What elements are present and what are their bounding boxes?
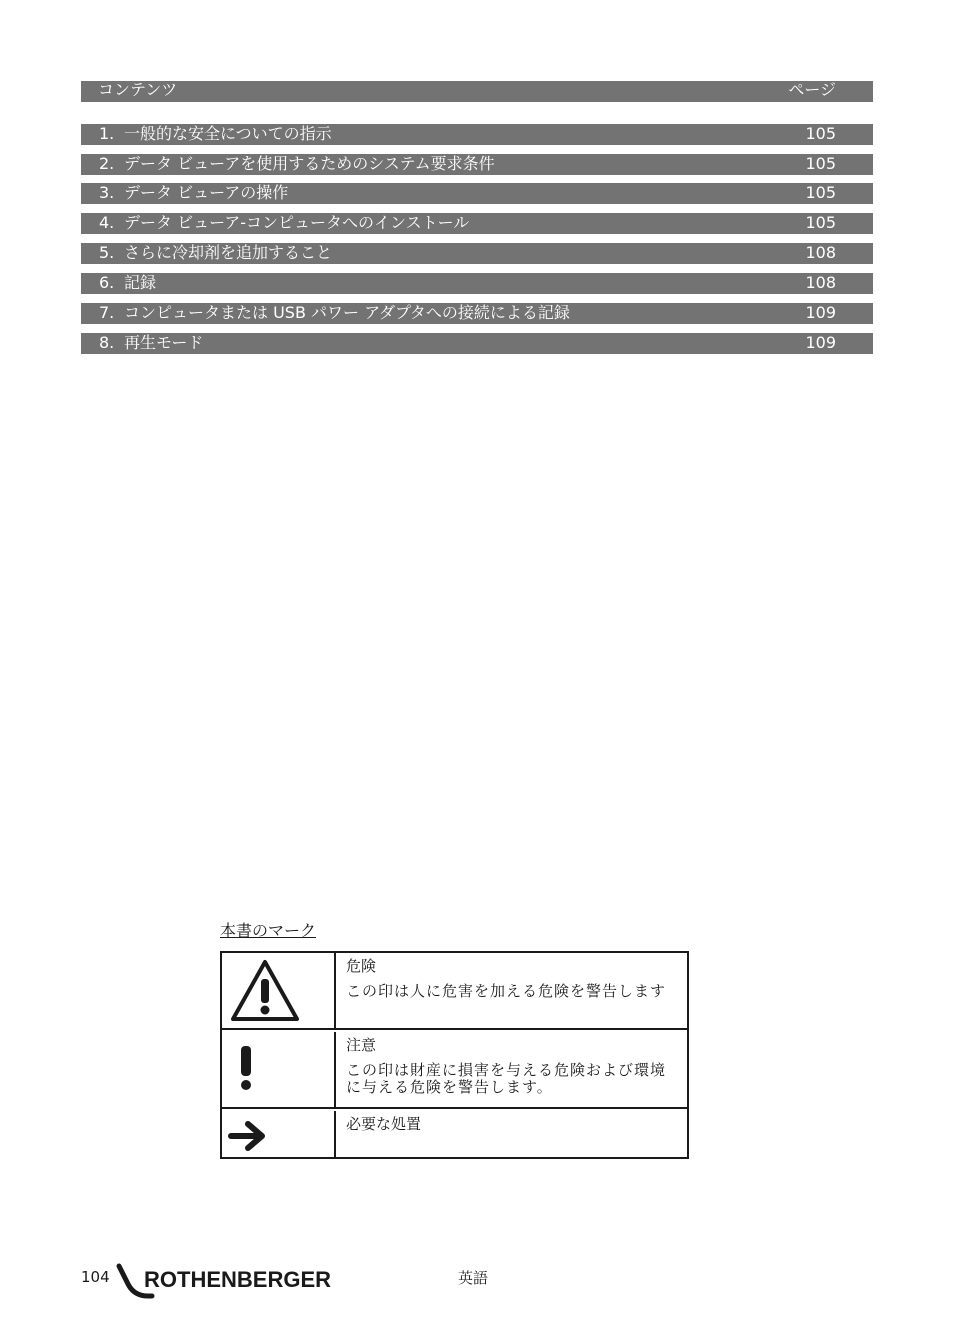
toc-header-title: コンテンツ (98, 80, 178, 99)
page-number: 104 (81, 1268, 110, 1286)
toc-item-page: 105 (805, 154, 836, 173)
toc-item-title: 再生モード (124, 333, 204, 352)
toc-item-title: データ ビューア-コンピュータへのインストール (124, 213, 470, 232)
toc-item-page: 109 (805, 333, 836, 352)
marks-label: 注意 (346, 1036, 377, 1054)
toc-item[interactable] (81, 243, 873, 264)
toc-item[interactable] (81, 124, 873, 145)
marks-description: この印は人に危害を加える危険を警告します (346, 982, 667, 1000)
toc-item[interactable] (81, 333, 873, 354)
footer-language: 英語 (458, 1269, 489, 1287)
marks-description: この印は財産に損害を与える危険および環境に与える危険を警告します。 (346, 1061, 667, 1096)
toc-item[interactable] (81, 183, 873, 204)
toc-header (81, 81, 873, 102)
toc-item-title: コンピュータまたは USB パワー アダプタへの接続による記録 (124, 303, 570, 322)
toc-item-number: 8. (99, 333, 115, 352)
toc-header-page: ページ (788, 80, 836, 99)
toc-item-page: 105 (805, 183, 836, 202)
toc-item-title: データ ビューアの操作 (124, 183, 289, 202)
marks-title: 本書のマーク (220, 921, 317, 940)
toc-item-number: 2. (99, 154, 115, 173)
arrow-right-icon (228, 1120, 268, 1152)
brand-name: ROTHENBERGER (144, 1267, 332, 1292)
toc-item[interactable] (81, 303, 873, 324)
marks-label: 必要な処置 (346, 1115, 422, 1133)
toc-item-title: 記録 (124, 273, 157, 292)
marks-row-danger (222, 953, 687, 1030)
toc-item-title: データ ビューアを使用するためのシステム要求条件 (124, 154, 495, 173)
warning-triangle-icon (230, 959, 300, 1023)
toc-item-page: 105 (805, 213, 836, 232)
marks-row-action (222, 1111, 687, 1157)
marks-icon-cell (222, 1032, 336, 1107)
rothenberger-logo (114, 1262, 354, 1300)
marks-label: 危険 (346, 957, 377, 975)
marks-icon-cell (222, 1111, 336, 1157)
toc-item-number: 6. (99, 273, 115, 292)
toc-item-title: 一般的な安全についての指示 (124, 124, 332, 143)
toc-item-number: 5. (99, 243, 115, 262)
toc-item-page: 108 (805, 243, 836, 262)
toc-item-page: 108 (805, 273, 836, 292)
toc-item-title: さらに冷却剤を追加すること (124, 243, 333, 262)
toc-item-number: 7. (99, 303, 115, 322)
toc-item-number: 3. (99, 183, 115, 202)
exclamation-icon (236, 1044, 256, 1092)
toc-item[interactable] (81, 154, 873, 175)
toc-item-number: 1. (99, 124, 115, 143)
toc-item[interactable] (81, 213, 873, 234)
toc-item-page: 109 (805, 303, 836, 322)
marks-icon-cell (222, 953, 336, 1028)
toc-item-number: 4. (99, 213, 115, 232)
marks-table (220, 951, 689, 1159)
toc-item-page: 105 (805, 124, 836, 143)
toc-item[interactable] (81, 273, 873, 294)
marks-row-caution (222, 1032, 687, 1109)
